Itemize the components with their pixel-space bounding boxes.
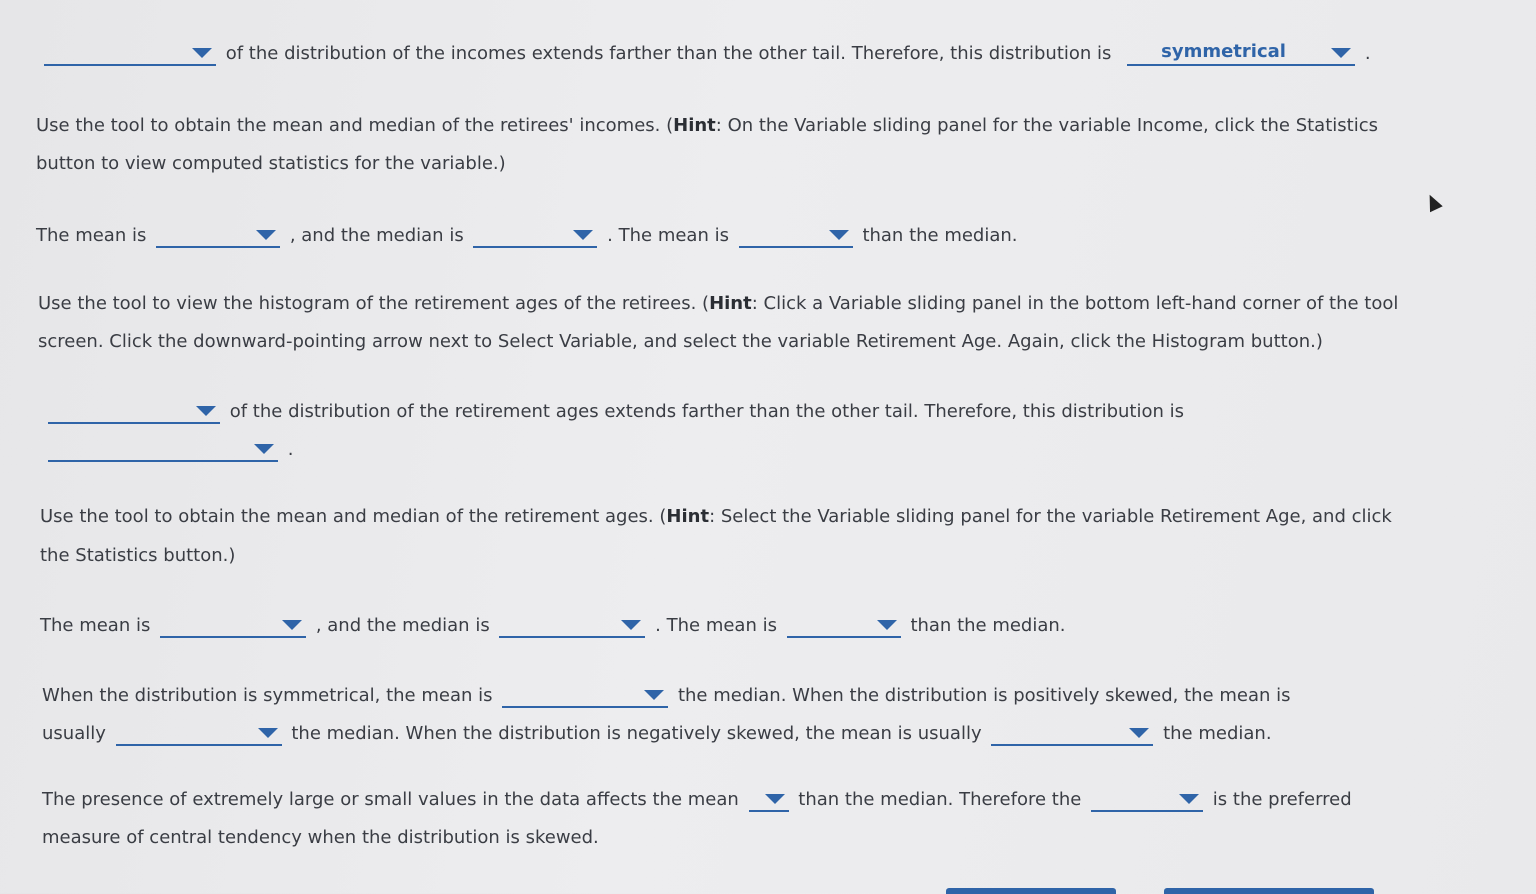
- than-median-text: than the median.: [862, 225, 1018, 246]
- instruction-text: : On the Variable sliding panel for the variable Income, click the Statistics: [715, 115, 1378, 136]
- mean-label: The mean is: [40, 615, 151, 636]
- mean-compare-label: . The mean is: [655, 615, 777, 636]
- age-stats-instruction-2: [40, 544, 235, 568]
- extremes-text: The presence of extremely large or small values in the data affects the mean: [42, 789, 739, 810]
- mean-compare-label: . The mean is: [607, 225, 729, 246]
- income-mean-dropdown[interactable]: [156, 224, 280, 248]
- bottom-button-left-edge[interactable]: [946, 888, 1116, 894]
- extremes-text: is the preferred: [1212, 789, 1352, 810]
- hint-label: Hint: [709, 293, 752, 314]
- age-shape-row: [44, 400, 1184, 424]
- chevron-down-icon: [573, 230, 593, 240]
- symmetric-relation-dropdown[interactable]: [502, 684, 668, 708]
- income-median-dropdown[interactable]: [473, 224, 597, 248]
- extremes-row-1: [42, 788, 1352, 812]
- age-shape-text: of the distribution of the retirement ages extends farther than the other tail. Therefore, this distribution is: [229, 401, 1185, 422]
- age-stats-instruction: [40, 505, 1392, 529]
- instruction-text: : Select the Variable sliding panel for the variable Retirement Age, and click: [709, 506, 1392, 527]
- relation-row-1: [42, 684, 1291, 708]
- hint-label: Hint: [666, 506, 710, 527]
- median-label: , and the median is: [315, 615, 490, 636]
- instruction-text: Use the tool to obtain the mean and median of the retirement ages. (: [40, 506, 667, 527]
- income-stats-instruction-2: [36, 152, 506, 176]
- relation-text: the median.: [1163, 723, 1272, 744]
- chevron-down-icon: [254, 444, 274, 454]
- income-tail-dropdown[interactable]: [44, 42, 216, 66]
- mouse-cursor-icon: [1423, 192, 1442, 212]
- instruction-text: Use the tool to view the histogram of the retirement ages of the retirees. (: [38, 293, 710, 314]
- relation-text: the median. When the distribution is positively skewed, the mean is: [677, 685, 1291, 706]
- income-shape-row: [40, 42, 1371, 66]
- sentence-end: .: [287, 439, 294, 460]
- chevron-down-icon: [258, 728, 278, 738]
- chevron-down-icon: [877, 620, 897, 630]
- chevron-down-icon: [644, 690, 664, 700]
- chevron-down-icon: [256, 230, 276, 240]
- chevron-down-icon: [1129, 728, 1149, 738]
- age-hist-instruction: [38, 292, 1398, 316]
- income-distribution-selected: symmetrical: [1161, 41, 1286, 62]
- instruction-text: Use the tool to obtain the mean and median of the retirees' incomes. (: [36, 115, 674, 136]
- age-tail-dropdown[interactable]: [48, 400, 220, 424]
- mean-label: The mean is: [36, 225, 147, 246]
- chevron-down-icon: [282, 620, 302, 630]
- age-distribution-dropdown[interactable]: [48, 438, 278, 462]
- relation-row-2: [42, 722, 1272, 746]
- relation-text: the median. When the distribution is negatively skewed, the mean is usually: [291, 723, 982, 744]
- bottom-button-right-edge[interactable]: [1164, 888, 1374, 894]
- instruction-text: : Click a Variable sliding panel in the bottom left-hand corner of the tool: [751, 293, 1399, 314]
- positive-skew-dropdown[interactable]: [116, 722, 282, 746]
- instruction-text: the Statistics button.): [40, 545, 236, 566]
- median-label: , and the median is: [289, 225, 464, 246]
- income-distribution-dropdown[interactable]: [1127, 42, 1355, 66]
- instruction-text: button to view computed statistics for the variable.): [36, 153, 506, 174]
- chevron-down-icon: [829, 230, 849, 240]
- income-stats-row: [36, 224, 1018, 248]
- age-stats-row: [40, 614, 1066, 638]
- income-shape-text: of the distribution of the incomes extends farther than the other tail. Therefore, this distribution is: [225, 43, 1112, 64]
- instruction-text: screen. Click the downward-pointing arrow next to Select Variable, and select the variable Retirement Age. Again, click the Histogram button.): [38, 331, 1323, 352]
- age-median-dropdown[interactable]: [499, 614, 645, 638]
- preferred-measure-dropdown[interactable]: [1091, 788, 1203, 812]
- income-compare-dropdown[interactable]: [739, 224, 853, 248]
- age-hist-instruction-2: [38, 330, 1323, 354]
- chevron-down-icon: [196, 406, 216, 416]
- relation-text: usually: [42, 723, 106, 744]
- age-compare-dropdown[interactable]: [787, 614, 901, 638]
- chevron-down-icon: [621, 620, 641, 630]
- affect-degree-dropdown[interactable]: [749, 788, 789, 812]
- extremes-text: measure of central tendency when the distribution is skewed.: [42, 827, 599, 848]
- relation-text: When the distribution is symmetrical, the mean is: [42, 685, 493, 706]
- age-mean-dropdown[interactable]: [160, 614, 306, 638]
- income-stats-instruction: [36, 114, 1378, 138]
- hint-label: Hint: [673, 115, 716, 136]
- chevron-down-icon: [1179, 794, 1199, 804]
- negative-skew-dropdown[interactable]: [991, 722, 1153, 746]
- extremes-text: than the median. Therefore the: [798, 789, 1082, 810]
- sentence-end: .: [1364, 43, 1371, 64]
- than-median-text: than the median.: [910, 615, 1066, 636]
- age-shape-row-2: [44, 438, 293, 462]
- chevron-down-icon: [1331, 48, 1351, 58]
- chevron-down-icon: [192, 48, 212, 58]
- chevron-down-icon: [765, 794, 785, 804]
- extremes-row-2: [42, 826, 599, 850]
